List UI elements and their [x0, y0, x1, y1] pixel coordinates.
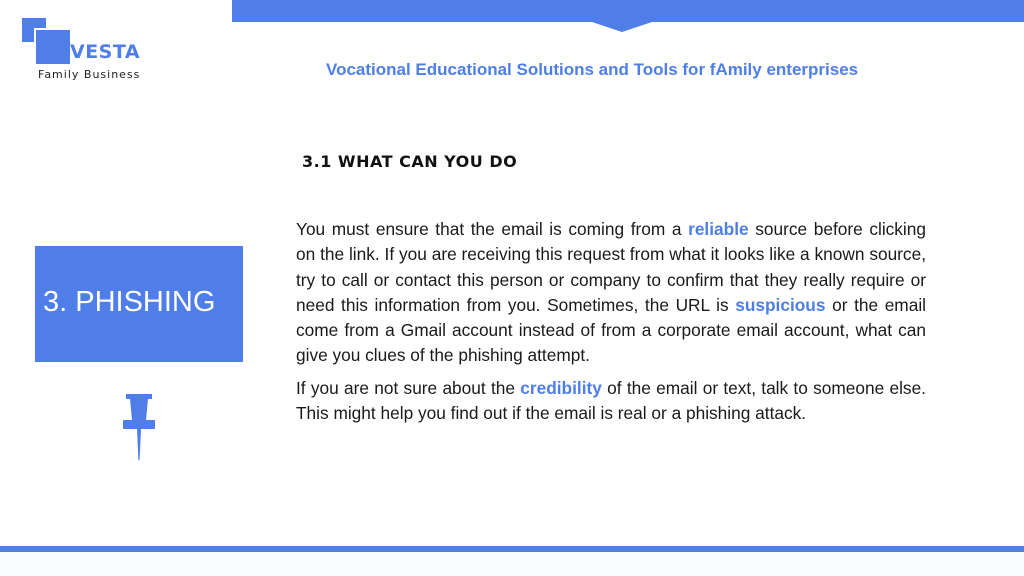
logo-subtitle: Family Business	[38, 68, 141, 81]
topic-label: 3. PHISHING	[43, 286, 216, 318]
topic-box	[35, 246, 243, 362]
p1-text-a: You must ensure that the email is coming from a	[296, 219, 689, 239]
highlight-suspicious: suspicious	[735, 294, 826, 315]
top-decorative-band	[232, 0, 1024, 32]
paragraph-ask-someone	[296, 376, 926, 427]
section-title: 3.1 WHAT CAN YOU DO	[302, 152, 518, 171]
p2-text-a: If you are not sure about the	[296, 377, 521, 398]
logo-square-front	[34, 28, 72, 66]
project-tagline: Vocational Educational Solutions and Tools for fAmily enterprises	[326, 60, 859, 79]
p1-text-c: or the email come from a Gmail account instead of from a corporate email account, what can give you clues of the phishing attempt.	[296, 294, 926, 366]
p2-text-b: of the email or text, talk to someone else. This might help you find out if the email is real or a phishing attack.	[296, 377, 926, 424]
p1-text-b: source before clicking on the link. If you are receiving this request from what it looks like a known source, try to call or contact this person or company to confirm that they really require or need this information from you. Sometimes, the URL is	[296, 219, 926, 315]
paragraph-verify-source	[296, 217, 926, 369]
highlight-reliable: reliable	[688, 219, 749, 239]
vesta-logo	[20, 16, 170, 86]
highlight-credibility: credibility	[520, 377, 602, 398]
logo-wordmark: VESTA	[70, 41, 141, 63]
body-text	[296, 217, 926, 433]
bottom-footer-area	[0, 552, 1024, 576]
pushpin-icon	[120, 394, 158, 460]
